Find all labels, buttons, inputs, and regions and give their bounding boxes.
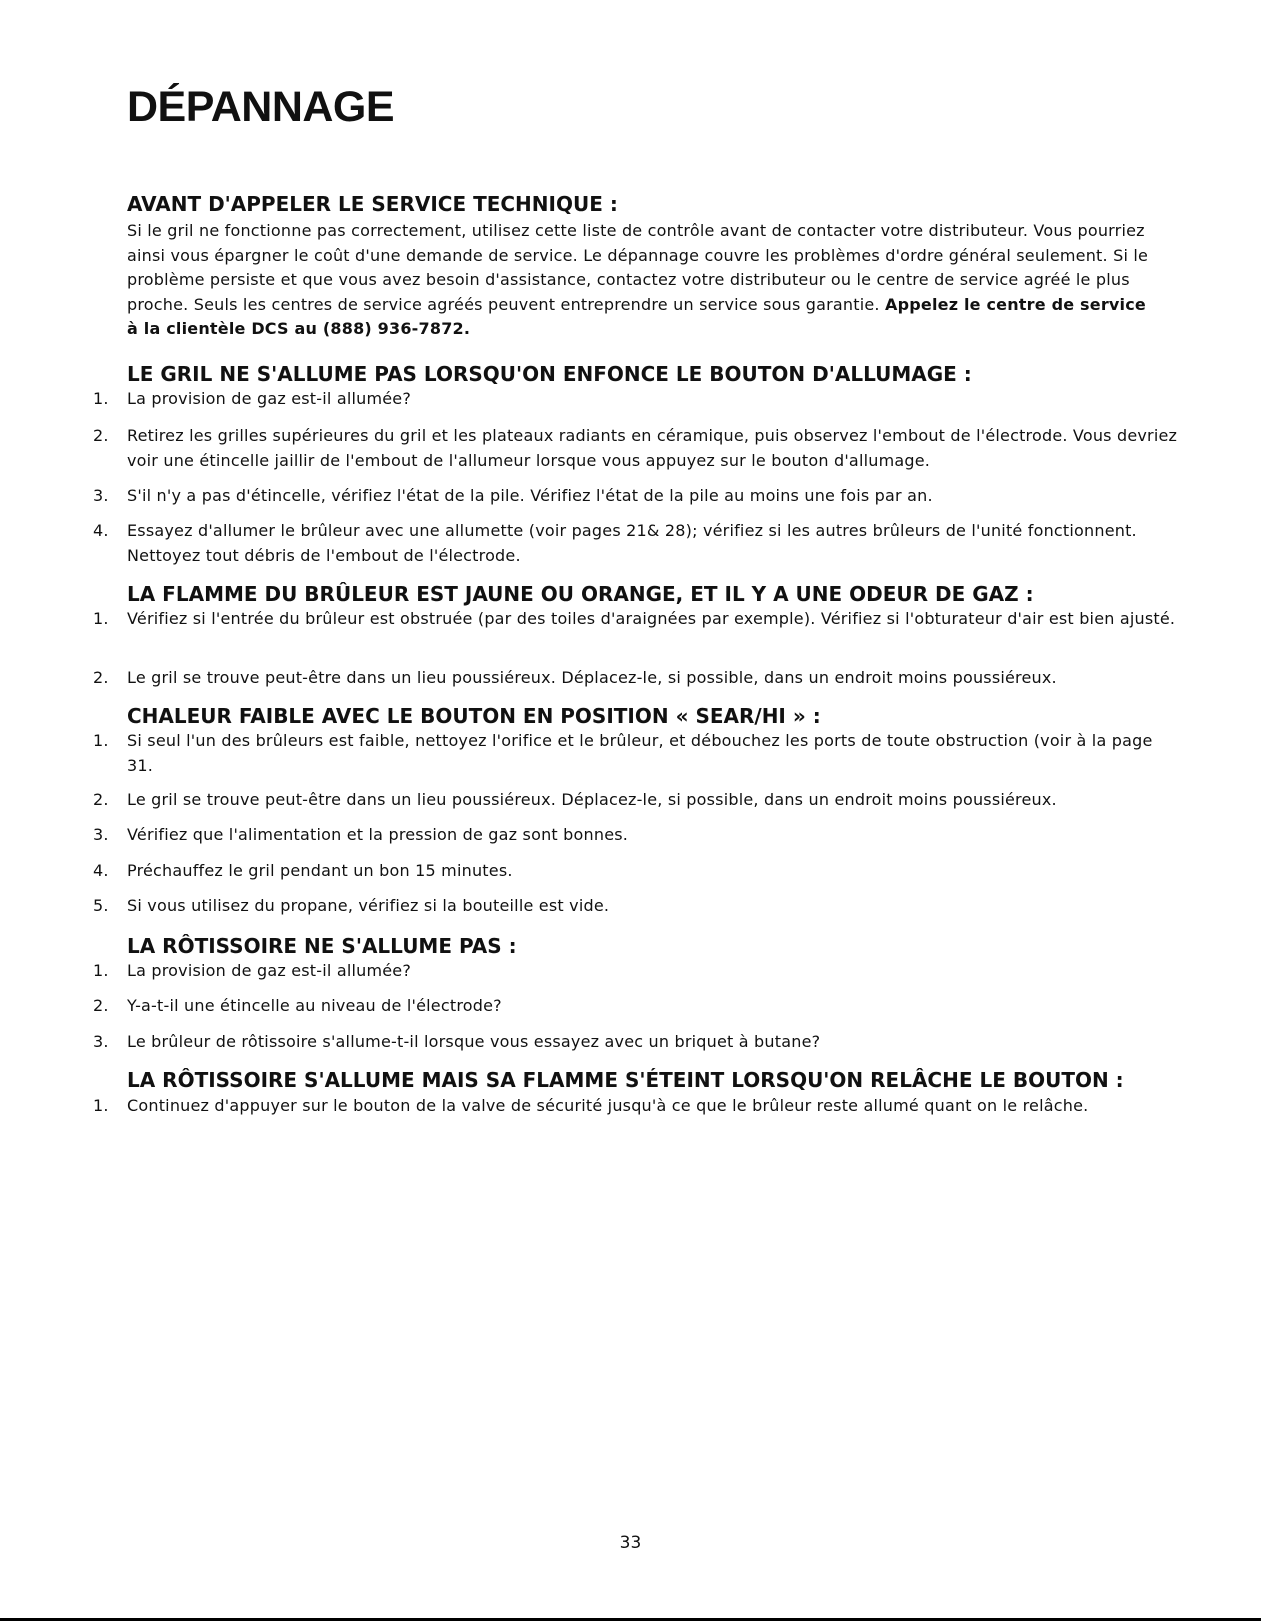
list-item	[93, 519, 1181, 568]
intro-text: Si le gril ne fonctionne pas correctement, utilisez cette liste de contrôle avant de contacter votre distributeur. Vous pourriez ainsi vous épargner le coût d'une demande de service. Le dépannage couvre les problèmes d'ordre général seulement. Si le problème persiste et que vous avez besoin d'assistance, contactez votre distributeur ou le centre de service agréé le plus proche. Seuls les centres de service agréés peuvent entreprendre un service sous garantie.	[127, 221, 1149, 314]
item-text: La provision de gaz est-il allumée?	[127, 389, 412, 408]
list-item	[93, 823, 1181, 848]
page-number: 33	[619, 1533, 642, 1553]
section-heading-rotisserie-flame-out: LA RÔTISSOIRE S'ALLUME MAIS SA FLAMME S'ÉTEINT LORSQU'ON RELÂCHE LE BOUTON :	[127, 1068, 1124, 1092]
item-number: 2.	[93, 426, 109, 445]
item-text: Vérifiez que l'alimentation et la pression de gaz sont bonnes.	[127, 825, 629, 844]
page-title: DÉPANNAGE	[127, 83, 395, 131]
item-number: 5.	[93, 896, 109, 915]
section-heading-rotisserie-no-light: LA RÔTISSOIRE NE S'ALLUME PAS :	[127, 934, 517, 958]
section-heading-low-heat: CHALEUR FAIBLE AVEC LE BOUTON EN POSITION « SEAR/HI » :	[127, 704, 821, 728]
item-text: Essayez d'allumer le brûleur avec une allumette (voir pages 21& 28); vérifiez si les autres brûleurs de l'unité fonctionnent. Nettoyez tout débris de l'embout de l'électrode.	[127, 521, 1137, 565]
item-text: Si seul l'un des brûleurs est faible, nettoyez l'orifice et le brûleur, et débouchez les ports de toute obstruction (voir à la page 31.	[127, 731, 1153, 775]
item-text: Retirez les grilles supérieures du gril et les plateaux radiants en céramique, puis observez l'embout de l'électrode. Vous devriez voir une étincelle jaillir de l'embout de l'allumeur lorsque vous appuyez sur le bouton d'allumage.	[127, 426, 1178, 470]
item-number: 1.	[93, 389, 109, 408]
item-text: La provision de gaz est-il allumée?	[127, 961, 412, 980]
item-number: 4.	[93, 521, 109, 540]
item-text: Le brûleur de rôtissoire s'allume-t-il lorsque vous essayez avec un briquet à butane?	[127, 1032, 821, 1051]
list-item	[93, 1030, 1181, 1055]
list-item	[93, 424, 1181, 473]
item-number: 3.	[93, 486, 109, 505]
item-number: 2.	[93, 790, 109, 809]
list-item	[93, 666, 1181, 691]
item-text: Si vous utilisez du propane, vérifiez si la bouteille est vide.	[127, 896, 610, 915]
list-item	[93, 894, 1181, 919]
list-item	[93, 729, 1181, 778]
list-item	[93, 788, 1181, 813]
list-item	[93, 607, 1181, 632]
section-heading-before-calling-service: AVANT D'APPELER LE SERVICE TECHNIQUE :	[127, 192, 618, 216]
list-item	[93, 484, 1181, 509]
item-number: 4.	[93, 861, 109, 880]
item-number: 3.	[93, 1032, 109, 1051]
item-text: Le gril se trouve peut-être dans un lieu poussiéreux. Déplacez-le, si possible, dans un endroit moins poussiéreux.	[127, 790, 1057, 809]
item-number: 3.	[93, 825, 109, 844]
item-number: 1.	[93, 731, 109, 750]
item-number: 1.	[93, 961, 109, 980]
intro-paragraph	[127, 219, 1149, 342]
section-heading-no-ignition: LE GRIL NE S'ALLUME PAS LORSQU'ON ENFONCE LE BOUTON D'ALLUMAGE :	[127, 362, 972, 386]
list-item	[93, 1094, 1181, 1119]
list-item	[93, 387, 1181, 412]
item-text: Vérifiez si l'entrée du brûleur est obstruée (par des toiles d'araignées par exemple). Vérifiez si l'obturateur d'air est bien ajusté.	[127, 609, 1176, 628]
list-item	[93, 859, 1181, 884]
item-number: 1.	[93, 1096, 109, 1115]
list-item	[93, 994, 1181, 1019]
service-phone-callout: Appelez le centre de service à la clientèle DCS au (888) 936-7872.	[127, 294, 1146, 338]
item-text: S'il n'y a pas d'étincelle, vérifiez l'état de la pile. Vérifiez l'état de la pile au moins une fois par an.	[127, 486, 933, 505]
item-text: Préchauffez le gril pendant un bon 15 minutes.	[127, 861, 513, 880]
list-item	[93, 959, 1181, 984]
item-number: 2.	[93, 668, 109, 687]
section-heading-yellow-flame: LA FLAMME DU BRÛLEUR EST JAUNE OU ORANGE, ET IL Y A UNE ODEUR DE GAZ :	[127, 582, 1034, 606]
item-number: 1.	[93, 609, 109, 628]
item-text: Continuez d'appuyer sur le bouton de la valve de sécurité jusqu'à ce que le brûleur reste allumé quant on le relâche.	[127, 1096, 1089, 1115]
item-text: Le gril se trouve peut-être dans un lieu poussiéreux. Déplacez-le, si possible, dans un endroit moins poussiéreux.	[127, 668, 1057, 687]
item-number: 2.	[93, 996, 109, 1015]
item-text: Y-a-t-il une étincelle au niveau de l'électrode?	[127, 996, 502, 1015]
